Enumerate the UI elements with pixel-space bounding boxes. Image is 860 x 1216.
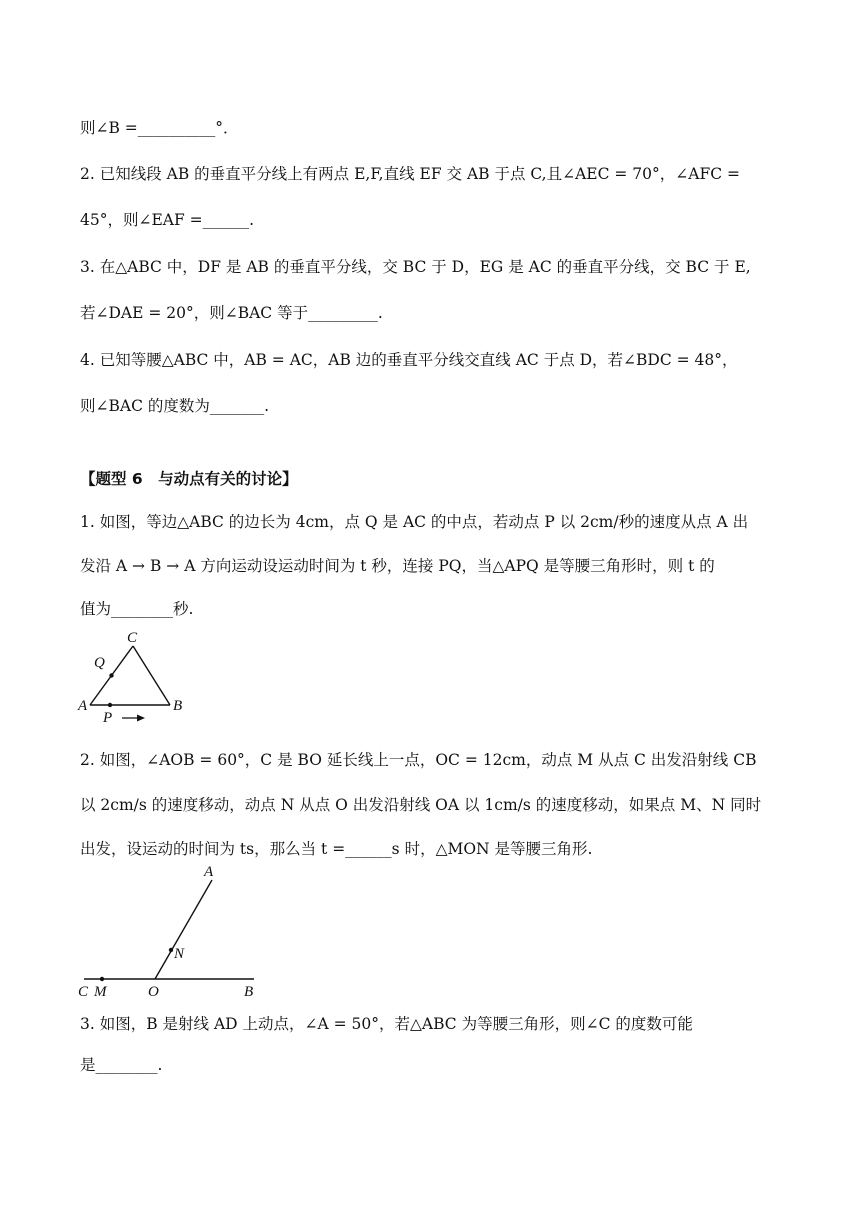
label-n: N bbox=[174, 946, 185, 962]
question-3-line-1: 3. 在△ABC 中，DF 是 AB 的垂直平分线，交 BC 于 D，EG 是 AC 的垂直平分线，交 BC 于 E, bbox=[80, 258, 751, 276]
angle-figure bbox=[70, 860, 270, 1000]
label-c: C bbox=[78, 984, 89, 1000]
label-c: C bbox=[127, 630, 138, 646]
label-m: M bbox=[94, 984, 107, 1000]
label-a: A bbox=[204, 864, 214, 880]
question-4-line-1: 4. 已知等腰△ABC 中，AB = AC，AB 边的垂直平分线交直线 AC 于点 D，若∠BDC = 48°， bbox=[80, 351, 738, 369]
ray-oa bbox=[155, 880, 212, 979]
problem-2-line-2: 以 2cm/s 的速度移动，动点 N 从点 O 出发沿射线 OA 以 1cm/s 的速度移动，如果点 M、N 同时 bbox=[80, 796, 762, 814]
point-m bbox=[100, 977, 104, 981]
side-cb bbox=[133, 646, 170, 705]
section-heading: 【题型 6 与动点有关的讨论】 bbox=[80, 470, 298, 488]
problem-1-line-3: 值为________秒. bbox=[80, 600, 194, 618]
triangle-figure bbox=[70, 624, 200, 724]
label-p: P bbox=[103, 710, 113, 724]
point-n bbox=[169, 948, 173, 952]
label-o: O bbox=[148, 984, 159, 1000]
label-q: Q bbox=[94, 655, 105, 671]
question-2-line-2: 45°，则∠EAF =______. bbox=[80, 211, 255, 229]
problem-2-line-3: 出发，设运动的时间为 ts，那么当 t =______s 时，△MON 是等腰三角形. bbox=[80, 840, 593, 858]
point-q bbox=[109, 673, 113, 677]
problem-3-line-2: 是________. bbox=[80, 1056, 163, 1074]
arrow-right-icon bbox=[137, 715, 145, 722]
problem-1-line-1: 1. 如图，等边△ABC 的边长为 4cm，点 Q 是 AC 的中点，若动点 P 以 2cm/秒的速度从点 A 出 bbox=[80, 513, 749, 531]
problem-3-line-1: 3. 如图，B 是射线 AD 上动点，∠A = 50°，若△ABC 为等腰三角形，则∠C 的度数可能 bbox=[80, 1015, 693, 1033]
question-4-line-2: 则∠BAC 的度数为_______. bbox=[80, 397, 270, 415]
question-3-line-2: 若∠DAE = 20°，则∠BAC 等于_________. bbox=[80, 304, 383, 322]
question-2-line-1: 2. 已知线段 AB 的垂直平分线上有两点 E,F,直线 EF 交 AB 于点 C,且∠AEC = 70°，∠AFC = bbox=[80, 165, 740, 183]
problem-1-line-2: 发沿 A → B → A 方向运动设运动时间为 t 秒，连接 PQ，当△APQ 是等腰三角形时，则 t 的 bbox=[80, 557, 715, 575]
label-b: B bbox=[244, 984, 254, 1000]
problem-2-line-1: 2. 如图，∠AOB = 60°，C 是 BO 延长线上一点，OC = 12cm，动点 M 从点 C 出发沿射线 CB bbox=[80, 751, 757, 769]
label-a: A bbox=[78, 698, 88, 714]
point-p bbox=[108, 703, 112, 707]
label-b: B bbox=[173, 698, 183, 714]
text-line-1: 则∠B =__________°． bbox=[80, 119, 239, 137]
